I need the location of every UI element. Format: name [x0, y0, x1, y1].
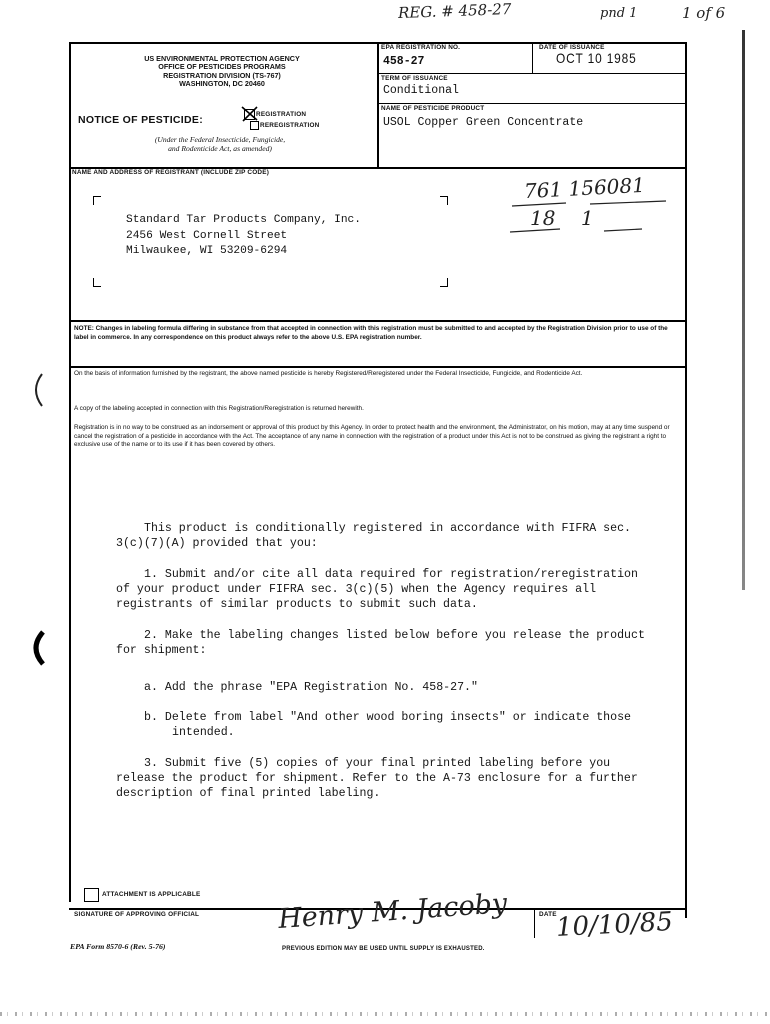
- term-value: Conditional: [383, 84, 459, 97]
- under-act-line-1: (Under the Federal Insecticide, Fungicide,: [154, 135, 286, 144]
- condition-item-1: [116, 567, 676, 612]
- labeling-note: NOTE: Changes in labeling formula differing in substance from that accepted in connection with this registration must be submitted to and accepted by the Registration Division prior to use of the label in commerce. In any correspondence on this product always refer to the above U.S. EPA registration number.: [74, 325, 668, 341]
- bottom-edge-noise: [0, 1012, 770, 1016]
- corner-mark-tr: [440, 196, 448, 205]
- handwritten-code-top: 761 156081: [523, 172, 646, 204]
- term-label: TERM OF ISSUANCE: [381, 75, 448, 82]
- condition-item-3-line-1: 3. Submit five (5) copies of your final printed labeling before you: [144, 757, 611, 770]
- product-name-value: USOL Copper Green Concentrate: [383, 116, 584, 129]
- notice-title: NOTICE OF PESTICIDE:: [78, 114, 204, 126]
- condition-item-3-line-2: release the product for shipment. Refer to the A-73 enclosure for a further: [116, 772, 638, 785]
- corner-mark-bl: [93, 278, 101, 287]
- registrant-line-2: 2456 West Cornell Street: [126, 229, 288, 242]
- condition-item-2-line-2: for shipment:: [116, 644, 207, 657]
- condition-item-1-line-3: registrants of similar products to submit such data.: [116, 598, 478, 611]
- basis-statement: On the basis of information furnished by the registrant, the above named pesticide is hereby Registered/Reregistered under the Federal Insecticide, Fungicide, and Rodenticide Act.: [74, 370, 583, 377]
- condition-item-3: [116, 756, 676, 801]
- handwritten-page-count: 1 of 6: [682, 4, 726, 22]
- handwritten-code-bottom: 18 1: [530, 206, 594, 230]
- corner-mark-br: [440, 278, 448, 287]
- condition-item-2-line-1: 2. Make the labeling changes listed below before you release the product: [144, 629, 645, 642]
- condition-intro-line-1: This product is conditionally registered in accordance with FIFRA sec.: [144, 522, 632, 535]
- handwritten-underlines-icon: [508, 196, 678, 236]
- registrant-address: [126, 213, 361, 260]
- registration-option-label: REGISTRATION: [256, 111, 307, 118]
- right-edge-shadow: [742, 30, 745, 590]
- agency-line-4: WASHINGTON, DC 20460: [179, 78, 265, 88]
- signed-date: 10/10/85: [555, 906, 674, 944]
- agency-line-1: US ENVIRONMENTAL PROTECTION AGENCY: [144, 54, 300, 63]
- under-act-line-2: and Rodenticide Act, as amended): [168, 144, 272, 153]
- registration-no-label: EPA REGISTRATION NO.: [381, 44, 461, 51]
- reregistration-option-label: REREGISTRATION: [260, 122, 320, 129]
- margin-dark-mark-icon: [26, 630, 48, 666]
- registrant-line-3: Milwaukee, WI 53209-6294: [126, 245, 288, 257]
- date-of-issuance-label: DATE OF ISSUANCE: [539, 44, 605, 51]
- condition-item-2a: a. Add the phrase "EPA Registration No. 458-27.": [144, 681, 478, 694]
- condition-item-1-line-1: 1. Submit and/or cite all data required for registration/reregistration: [144, 568, 638, 581]
- product-name-label: NAME OF PESTICIDE PRODUCT: [381, 105, 485, 112]
- construed-statement: Registration is in no way to be construed as an indorsement or approval of this product by this Agency. In order to protect health and the environment, the Administrator, on his motion, may at any time suspend or cancel the registration of a pesticide in accordance with the Act. The acceptance of any name in connection with the registration of a product under this Act is not to be construed as giving the registrant a right to exclusive use of the name or to its use if it has been covered by others.: [74, 424, 670, 449]
- agency-line-2: OFFICE OF PESTICIDES PROGRAMS: [158, 62, 286, 72]
- form-number: EPA Form 8570-6 (Rev. 5-76): [70, 942, 166, 951]
- condition-item-2: [116, 628, 676, 658]
- agency-header: [72, 55, 372, 88]
- reregistration-checkbox[interactable]: [250, 121, 259, 130]
- corner-mark-tl: [93, 196, 101, 205]
- condition-item-1-line-2: of your product under FIFRA sec. 3(c)(5) when the Agency requires all: [116, 583, 597, 596]
- date-stamp: OCT 10 1985: [556, 50, 637, 66]
- margin-bracket-mark-icon: [26, 372, 48, 408]
- attachment-label: ATTACHMENT IS APPLICABLE: [102, 891, 201, 898]
- condition-intro-line-2: 3(c)(7)(A) provided that you:: [116, 537, 318, 550]
- previous-edition-note: PREVIOUS EDITION MAY BE USED UNTIL SUPPLY IS EXHAUSTED.: [282, 946, 485, 952]
- condition-item-2b-line-1: b. Delete from label "And other wood boring insects" or indicate those: [144, 711, 632, 724]
- registration-no-value: 458-27: [383, 55, 425, 68]
- date-label: DATE: [539, 911, 557, 918]
- handwritten-reg-number: REG. # 458-27: [397, 0, 512, 22]
- attachment-checkbox[interactable]: [84, 888, 99, 902]
- condition-item-2b: [144, 710, 674, 740]
- condition-item-2b-line-2: intended.: [172, 726, 235, 739]
- approving-signature: Henry M. Jacoby: [277, 888, 509, 935]
- condition-intro: [116, 521, 676, 551]
- registrant-line-1: Standard Tar Products Company, Inc.: [126, 214, 361, 226]
- registrant-label: NAME AND ADDRESS OF REGISTRANT (INCLUDE ZIP CODE): [72, 169, 270, 176]
- agency-line-3: REGISTRATION DIVISION (TS-767): [163, 70, 281, 80]
- handwritten-pnd-note: pnd 1: [600, 6, 638, 21]
- under-act-text: [100, 135, 340, 153]
- copy-statement: A copy of the labeling accepted in connection with this Registration/Reregistration is returned herewith.: [74, 405, 364, 412]
- condition-item-3-line-3: description of final printed labeling.: [116, 787, 381, 800]
- signature-label: SIGNATURE OF APPROVING OFFICIAL: [74, 911, 200, 918]
